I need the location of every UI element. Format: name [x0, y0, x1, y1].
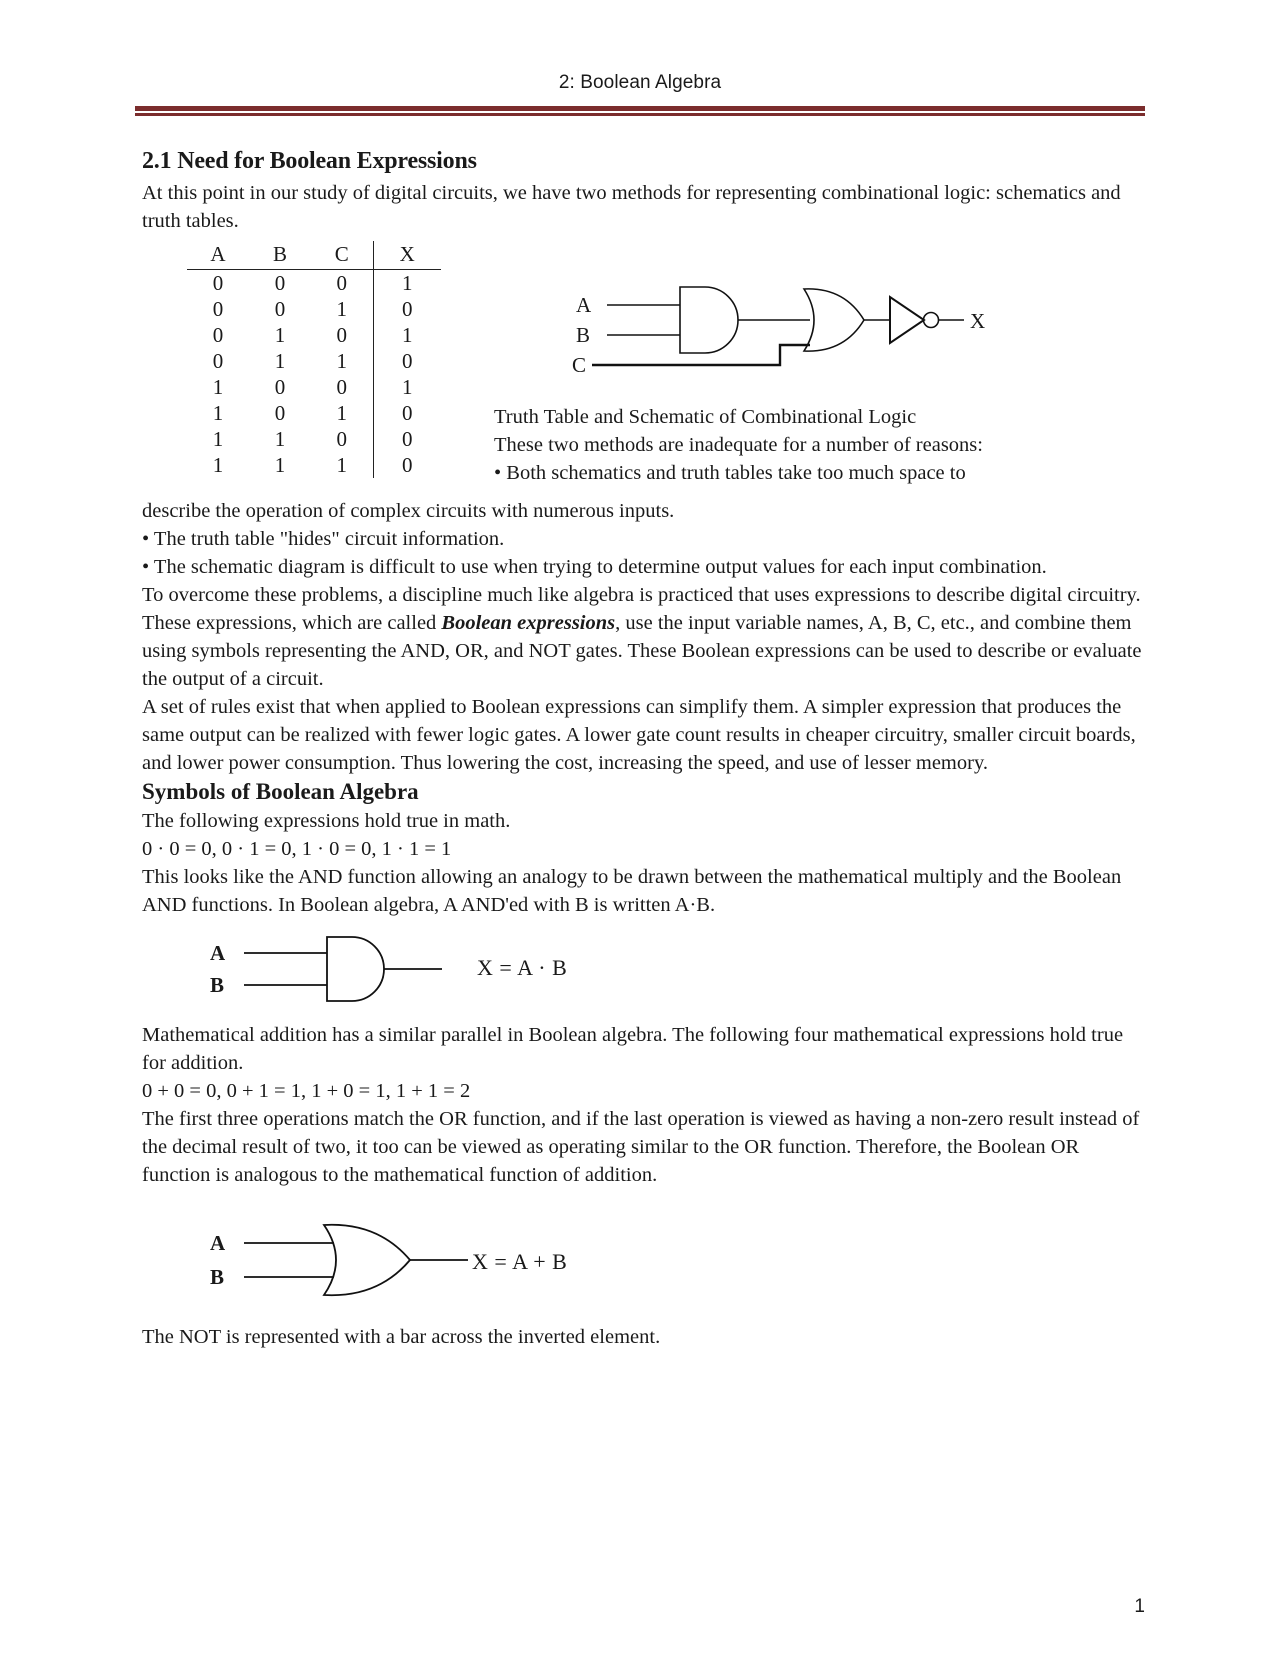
math-or-identities: 0 + 0 = 0, 0 + 1 = 1, 1 + 0 = 1, 1 + 1 = 2	[142, 1080, 471, 1102]
table-row	[187, 296, 441, 322]
th-b: B	[249, 241, 311, 270]
cell-b: 0	[274, 297, 286, 321]
p2-part-b: , use the input variable names, A, B, C, etc., and combine them using symbols representing the AND, OR, and NOT gates. These Boolean expressions can be used to describe or evaluate the output of a circuit.	[142, 612, 1142, 690]
and-gate-shape	[680, 287, 738, 353]
paragraph-continuation: describe the operation of complex circuits with numerous inputs.	[142, 500, 675, 522]
cell-a: 1	[212, 375, 224, 399]
header-rule-bottom	[135, 113, 1145, 116]
cell-a: 0	[212, 271, 224, 295]
table-row	[187, 270, 441, 297]
caption-line-2: These two methods are inadequate for a number of reasons:	[494, 434, 983, 456]
paragraph-math-intro: The following expressions hold true in math.	[142, 810, 511, 832]
schematic-label-x: X	[970, 309, 986, 333]
and-gate-figure	[142, 933, 1145, 1011]
paragraph-or-analogy: The first three operations match the OR function, and if the last operation is viewed as having a non-zero result instead of the decimal result of two, it too can be viewed as operating similar to the OR function. Therefore, the Boolean OR function is analogous to the mathematical function of addition.	[142, 1108, 1140, 1186]
cell-x: 0	[373, 348, 441, 374]
table-row	[187, 322, 441, 348]
and-gate-shape	[327, 937, 384, 1001]
cell-a: 0	[212, 323, 224, 347]
cell-x: 0	[373, 296, 441, 322]
page-header-title: 2: Boolean Algebra	[558, 72, 722, 93]
or-equation: X = A + B	[472, 1249, 568, 1274]
term-boolean-expressions: Boolean expressions	[441, 612, 616, 634]
section-heading: 2.1 Need for Boolean Expressions	[142, 148, 477, 174]
symbols-heading: Symbols of Boolean Algebra	[142, 779, 419, 804]
paragraph-not-bar: The NOT is represented with a bar across the inverted element.	[142, 1326, 661, 1348]
math-and-identities: 0 · 0 = 0, 0 · 1 = 0, 1 · 0 = 0, 1 · 1 = 1	[142, 838, 452, 860]
table-header-row	[187, 241, 441, 270]
and-label-a: A	[210, 941, 226, 965]
and-label-b: B	[210, 973, 225, 997]
or-gate-shape	[804, 289, 864, 351]
or-gate-figure	[142, 1219, 1145, 1305]
th-a: A	[187, 241, 249, 270]
cell-x: 0	[373, 426, 441, 452]
truth-table	[187, 241, 441, 478]
cell-a: 0	[212, 349, 224, 373]
combinational-logic-schematic	[572, 273, 992, 383]
cell-x: 1	[373, 374, 441, 400]
cell-c: 0	[336, 271, 347, 295]
paragraph-and-analogy: This looks like the AND function allowing an analogy to be drawn between the mathematical multiply and the Boolean AND functions. In Boolean algebra, A AND'ed with B is written A·B.	[142, 866, 1122, 916]
table-row	[187, 452, 441, 478]
schematic-label-a: A	[576, 293, 592, 317]
cell-b: 1	[274, 427, 286, 451]
cell-a: 1	[212, 427, 224, 451]
cell-c: 0	[336, 375, 347, 399]
schematic-label-c: C	[572, 353, 587, 377]
schematic-svg	[572, 273, 992, 383]
cell-b: 1	[274, 453, 286, 477]
or-label-b: B	[210, 1265, 225, 1289]
cell-c: 1	[336, 297, 347, 321]
cell-x: 1	[373, 270, 441, 297]
table-row	[187, 348, 441, 374]
cell-b: 0	[274, 271, 286, 295]
paragraph-addition-parallel: Mathematical addition has a similar parallel in Boolean algebra. The following four mathematical expressions hold true for addition.	[142, 1024, 1124, 1074]
bullet-schematic-difficult: • The schematic diagram is difficult to use when trying to determine output values for each input combination.	[142, 556, 1047, 578]
cell-x: 1	[373, 322, 441, 348]
and-equation: X = A · B	[477, 955, 568, 980]
document-content	[142, 148, 1145, 1351]
p2-part-a: To overcome these problems, a discipline much like algebra is practiced that uses expressions to describe digital circuitry. These expressions, which are called	[142, 584, 1141, 634]
cell-b: 1	[274, 349, 286, 373]
cell-c: 1	[336, 401, 347, 425]
not-gate-shape	[890, 297, 924, 343]
th-c: C	[311, 241, 373, 270]
cell-c: 0	[336, 323, 347, 347]
cell-b: 1	[274, 323, 286, 347]
cell-b: 0	[274, 401, 286, 425]
paragraph-rules-simplify: A set of rules exist that when applied to Boolean expressions can simplify them. A simpler expression that produces the same output can be realized with fewer logic gates. A lower gate count results in cheaper circuitry, smaller circuit boards, and lower power consumption. Thus lowering the cost, increasing the speed, and use of lesser memory.	[142, 696, 1136, 774]
cell-b: 0	[274, 375, 286, 399]
cell-c: 0	[336, 427, 347, 451]
caption-line-1: Truth Table and Schematic of Combinational Logic	[494, 406, 917, 428]
cell-x: 0	[373, 400, 441, 426]
table-row	[187, 400, 441, 426]
intro-paragraph: At this point in our study of digital circuits, we have two methods for representing combinational logic: schematics and truth tables.	[142, 182, 1121, 232]
paragraph-boolean-expressions	[142, 581, 1145, 693]
or-label-a: A	[210, 1231, 226, 1255]
th-x: X	[373, 241, 441, 270]
table-row	[187, 426, 441, 452]
caption-line-3: • Both schematics and truth tables take too much space to	[494, 462, 966, 484]
bullet-truth-table-hides: • The truth table "hides" circuit information.	[142, 528, 505, 550]
header-divider	[135, 106, 1145, 116]
or-gate-shape	[324, 1225, 410, 1295]
cell-c: 1	[336, 453, 347, 477]
cell-a: 0	[212, 297, 224, 321]
and-gate-svg	[202, 933, 502, 1011]
table-row	[187, 374, 441, 400]
cell-x: 0	[373, 452, 441, 478]
figure-caption-block	[494, 403, 983, 487]
page-number: 1	[1134, 1596, 1145, 1617]
cell-a: 1	[212, 453, 224, 477]
schematic-label-b: B	[576, 323, 591, 347]
cell-a: 1	[212, 401, 224, 425]
cell-c: 1	[336, 349, 347, 373]
wire-c	[592, 345, 810, 365]
